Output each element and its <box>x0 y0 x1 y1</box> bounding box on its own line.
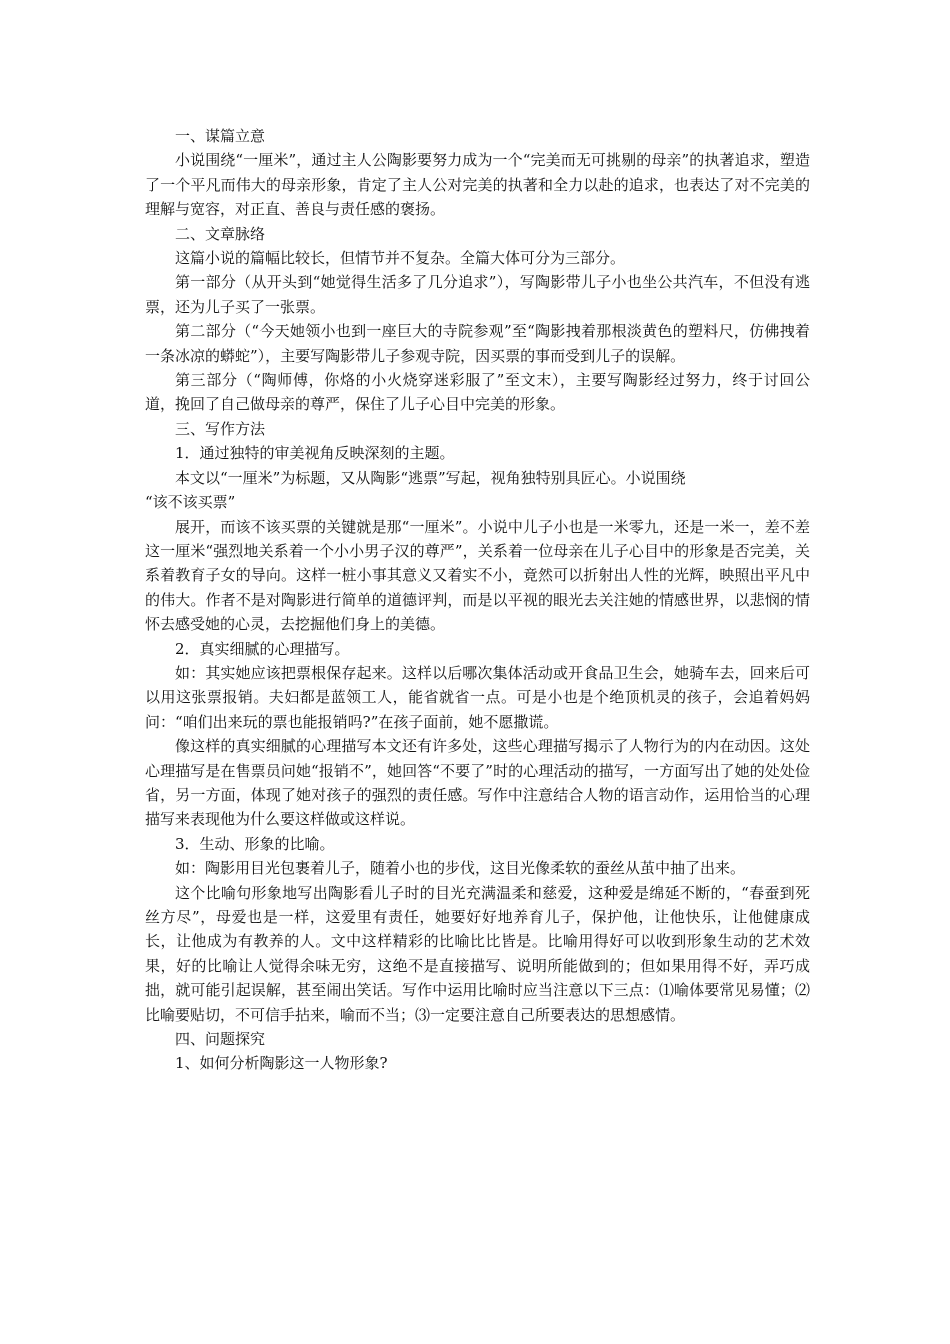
paragraph-part-three: 第三部分（“陶师傅，你烙的小火烧穿迷彩服了”至文末），主要写陶影经过努力，终于讨回公道，挽回了自己做母亲的尊严，保住了儿子心目中完美的形象。 <box>145 371 810 414</box>
paragraph-theme: 小说围绕“一厘米”，通过主人公陶影要努力成为一个“完美而无可挑剔的母亲”的执著追求，塑造了一个平凡而伟大的母亲形象，肯定了主人公对完美的执著和全力以赴的追求，也表达了对不完美的理解与宽容，对正直、善良与责任感的褒扬。 <box>145 151 810 219</box>
paragraph-method-3b: 这个比喻句形象地写出陶影看儿子时的目光充满温柔和慈爱，这种爱是绵延不断的，“春蚕到死丝方尽”，母爱也是一样，这爱里有责任，她要好好地养育儿子，保护他，让他快乐，让他健康成长，让他成为有教养的人。文中这样精彩的比喻比比皆是。比喻用得好可以收到形象生动的艺术效果，好的比喻让人觉得余味无穷，这绝不是直接描写、说明所能做到的；但如果用得不好，弄巧成拙，就可能引起误解，甚至闹出笑话。写作中运用比喻时应当注意以下三点：⑴喻体要常见易懂；⑵比喻要贴切，不可信手拈来，喻而不当；⑶一定要注意自己所要表达的思想感情。 <box>145 883 810 1024</box>
paragraph-method-1a: 本文以“一厘米”为标题，又从陶影“逃票”写起，视角独特别具匠心。小说围绕 <box>175 468 686 487</box>
section-heading-1: 一、谋篇立意 <box>175 127 266 145</box>
method-item-3: 3．生动、形象的比喻。 <box>175 834 335 853</box>
method-item-2: 2．真实细腻的心理描写。 <box>175 639 350 658</box>
paragraph-method-1c: 展开，而该不该买票的关键就是那“一厘米”。小说中儿子小也是一米零九，还是一米一，差不差这一厘米“强烈地关系着一个小小男子汉的尊严”，关系着一位母亲在儿子心目中的形象是否完美，关系着教育子女的导向。这样一桩小事其意义又着实不小，竟然可以折射出人性的光辉，映照出平凡中的伟大。作者不是对陶影进行简单的道德评判，而是以平视的眼光去关注她的情感世界，以悲悯的情怀去感受她的心灵，去挖掘他们身上的美德。 <box>145 517 810 634</box>
paragraph-method-3a: 如：陶影用目光包裹着儿子，随着小也的步伐，这目光像柔软的蚕丝从茧中抽了出来。 <box>175 859 746 878</box>
paragraph-part-two: 第二部分（“今天她领小也到一座巨大的寺院参观”至“陶影拽着那根淡黄色的塑料尺，仿佛拽着一条冰凉的蟒蛇”），主要写陶影带儿子参观寺院，因买票的事而受到儿子的误解。 <box>145 322 810 365</box>
paragraph-method-1b: “该不该买票” <box>145 493 236 512</box>
section-heading-4: 四、问题探究 <box>175 1030 266 1049</box>
document-body <box>145 124 810 1076</box>
paragraph-method-2a: 如：其实她应该把票根保存起来。这样以后哪次集体活动或开食品卫生会，她骑车去，回来后可以用这张票报销。夫妇都是蓝领工人，能省就省一点。可是小也是个绝顶机灵的孩子，会追着妈妈问：“咱们出来玩的票也能报销吗?”在孩子面前，她不愿撒谎。 <box>145 663 810 731</box>
paragraph-method-2b: 像这样的真实细腻的心理描写本文还有许多处，这些心理描写揭示了人物行为的内在动因。这处心理描写是在售票员问她“报销不”，她回答“不要了”时的心理活动的描写，一方面写出了她的处处俭省，另一方面，体现了她对孩子的强烈的责任感。写作中注意结合人物的语言动作，运用恰当的心理描写来表现他为什么要这样做或这样说。 <box>145 737 810 829</box>
section-heading-2: 二、文章脉络 <box>175 224 266 243</box>
paragraph-part-one: 第一部分（从开头到“她觉得生活多了几分追求”），写陶影带儿子小也坐公共汽车，不但没有逃票，还为儿子买了一张票。 <box>145 273 810 316</box>
section-heading-3: 三、写作方法 <box>175 419 266 438</box>
question-item-1: 1、如何分析陶影这一人物形象? <box>175 1054 388 1073</box>
paragraph-structure-intro: 这篇小说的篇幅比较长，但情节并不复杂。全篇大体可分为三部分。 <box>175 249 626 268</box>
method-item-1: 1．通过独特的审美视角反映深刻的主题。 <box>175 444 455 463</box>
